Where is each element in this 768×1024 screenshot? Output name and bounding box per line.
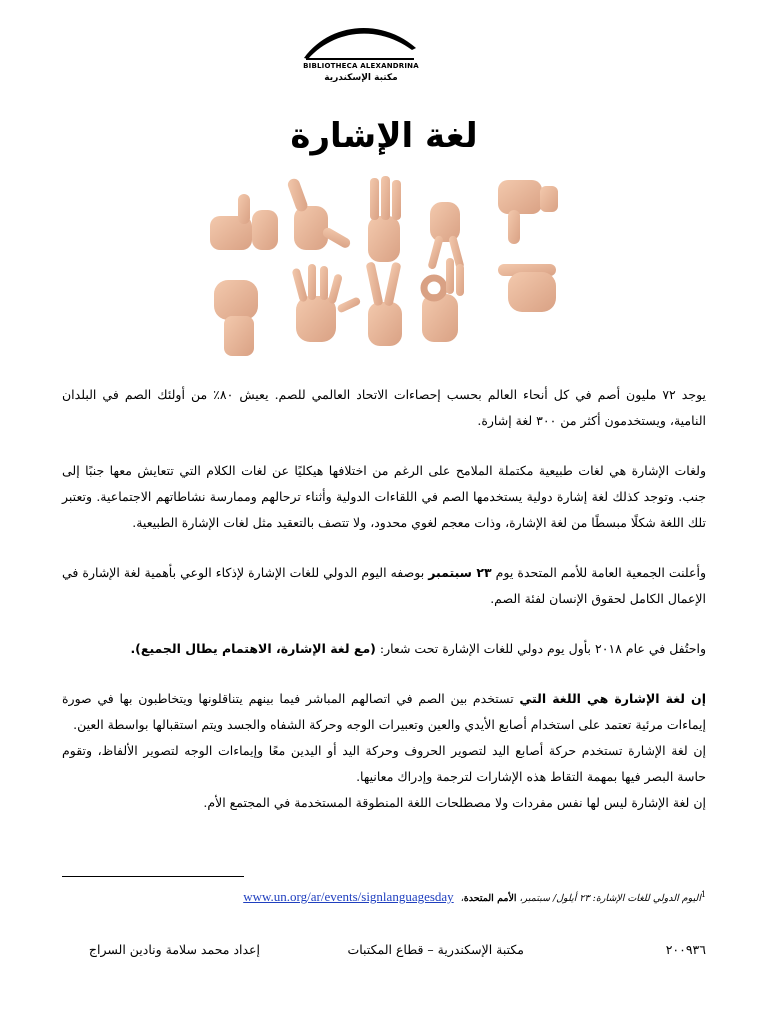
- footer-authors: إعداد محمد سلامة ونادين السراج: [88, 942, 260, 957]
- paragraph-statistics: يوجد ٧٢ مليون أصم في كل أنحاء العالم بحسب إحصاءات الاتحاد العالمي للصم. يعيش ٨٠٪ من أولئك الصم في البلدان النامية، ويستخدمون أكثر من ٣٠٠ لغة إشارة.: [62, 387, 707, 428]
- three-fingers-icon: [368, 176, 401, 262]
- thumb-up-icon: [210, 194, 278, 250]
- paragraph-natural-languages: ولغات الإشارة هي لغات طبيعية مكتملة الملامح على الرغم من اختلافها هيكليًا عن لغات الكلام التي تتعايش معها جنبًا إلى جنب. وتوجد كذلك لغة إشارة دولية يستخدمها الصم في اللقاءات الدولية وأثناء ترحالهم وممارسة نشاطاتهم الاجتماعية. وتعتبر تلك اللغة شكلًا مبسطًا من لغة الإشارة، وذات معجم لغوي محدود، ولا تتصف بالتعقيد مثل لغات الإشارة الطبيعية.: [62, 463, 706, 530]
- para3-before: وأعلنت الجمعية العامة للأمم المتحدة يوم: [491, 565, 706, 580]
- footer-code: ٢٠٠٩٣٦: [665, 942, 706, 957]
- para4-before: واحتُفل في عام ٢٠١٨ بأول يوم دولي للغات الإشارة تحت شعار:: [375, 641, 706, 656]
- footnote: $^1$اليوم الدولي للغات الإشارة: ٢٣ أيلول/ سبتمبر، الأمم المتحدة، www.un.org/ar/events/signlanguagesday: [243, 889, 706, 905]
- footnote-link[interactable]: www.un.org/ar/events/signlanguagesday: [243, 889, 454, 905]
- bibliotheca-alexandrina-logo: [280, 18, 440, 83]
- paragraph-un-announcement: [62, 560, 706, 612]
- para3-after: بوصفه اليوم الدولي للغات الإشارة لإذكاء الوعي بأهمية لغة الإشارة في الإعمال الكامل لحقوق الإنسان لفئة الصم.: [62, 565, 706, 606]
- hand-gestures-image: [208, 176, 560, 360]
- paragraph-vocabulary: إن لغة الإشارة ليس لها نفس مفردات ولا مصطلحات اللغة المنطوقة المستخدمة في المجتمع الأم.: [203, 795, 706, 810]
- footnote-divider: [62, 876, 244, 877]
- logo-arc-icon: [300, 18, 420, 62]
- page-title: لغة الإشارة: [290, 116, 478, 156]
- slogan-highlight: (مع لغة الإشارة، الاهتمام يطال الجميع).: [130, 641, 376, 656]
- fist-icon: [214, 280, 258, 356]
- ok-sign-icon: [422, 258, 464, 342]
- pointing-hand-icon: [286, 177, 352, 250]
- definition-highlight: إن لغة الإشارة هي اللغة التي: [519, 691, 706, 706]
- thumb-down-icon: [498, 180, 558, 244]
- para5-rest: تستخدم بين الصم في اتصالهم المباشر فيما بينهم يتناقلونها ويتخاطبون بها في صورة إيماءات مرئية تعتمد على استخدام أصابع الأيدي والعين وتعبيرات الوجه وحركة الشفاه والجسد ويتم استقبالها بواسطة العين.: [62, 691, 706, 732]
- paragraph-finger-movement: إن لغة الإشارة تستخدم حركة أصابع اليد لتصوير الحروف وحركة اليد أو اليدين معًا وإيماءات الوجه لتصوير الألفاظ، وتقوم حاسة البصر فيها بمهمة التقاط هذه الإشارات لترجمة وإدراك معانيها.: [62, 743, 706, 784]
- date-highlight: ٢٣ سبتمبر: [428, 565, 492, 580]
- paragraph-definition: [62, 686, 706, 738]
- peace-sign-icon: [366, 261, 402, 346]
- footer-library: مكتبة الإسكندرية – قطاع المكتبات: [347, 942, 524, 957]
- open-palm-icon: [291, 264, 361, 342]
- footnote-org: الأمم المتحدة: [463, 893, 517, 905]
- v-shape-hand-icon: [427, 202, 464, 270]
- paragraph-slogan: [62, 636, 706, 662]
- logo-text-ar: مكتبة الإسكندرية: [324, 73, 398, 83]
- footnote-reference: اليوم الدولي للغات الإشارة: ٢٣ أيلول/ سبتمبر: [522, 893, 701, 905]
- side-pointing-hand-icon: [498, 264, 556, 312]
- logo-text-en: BIBLIOTHECA ALEXANDRINA: [303, 62, 419, 70]
